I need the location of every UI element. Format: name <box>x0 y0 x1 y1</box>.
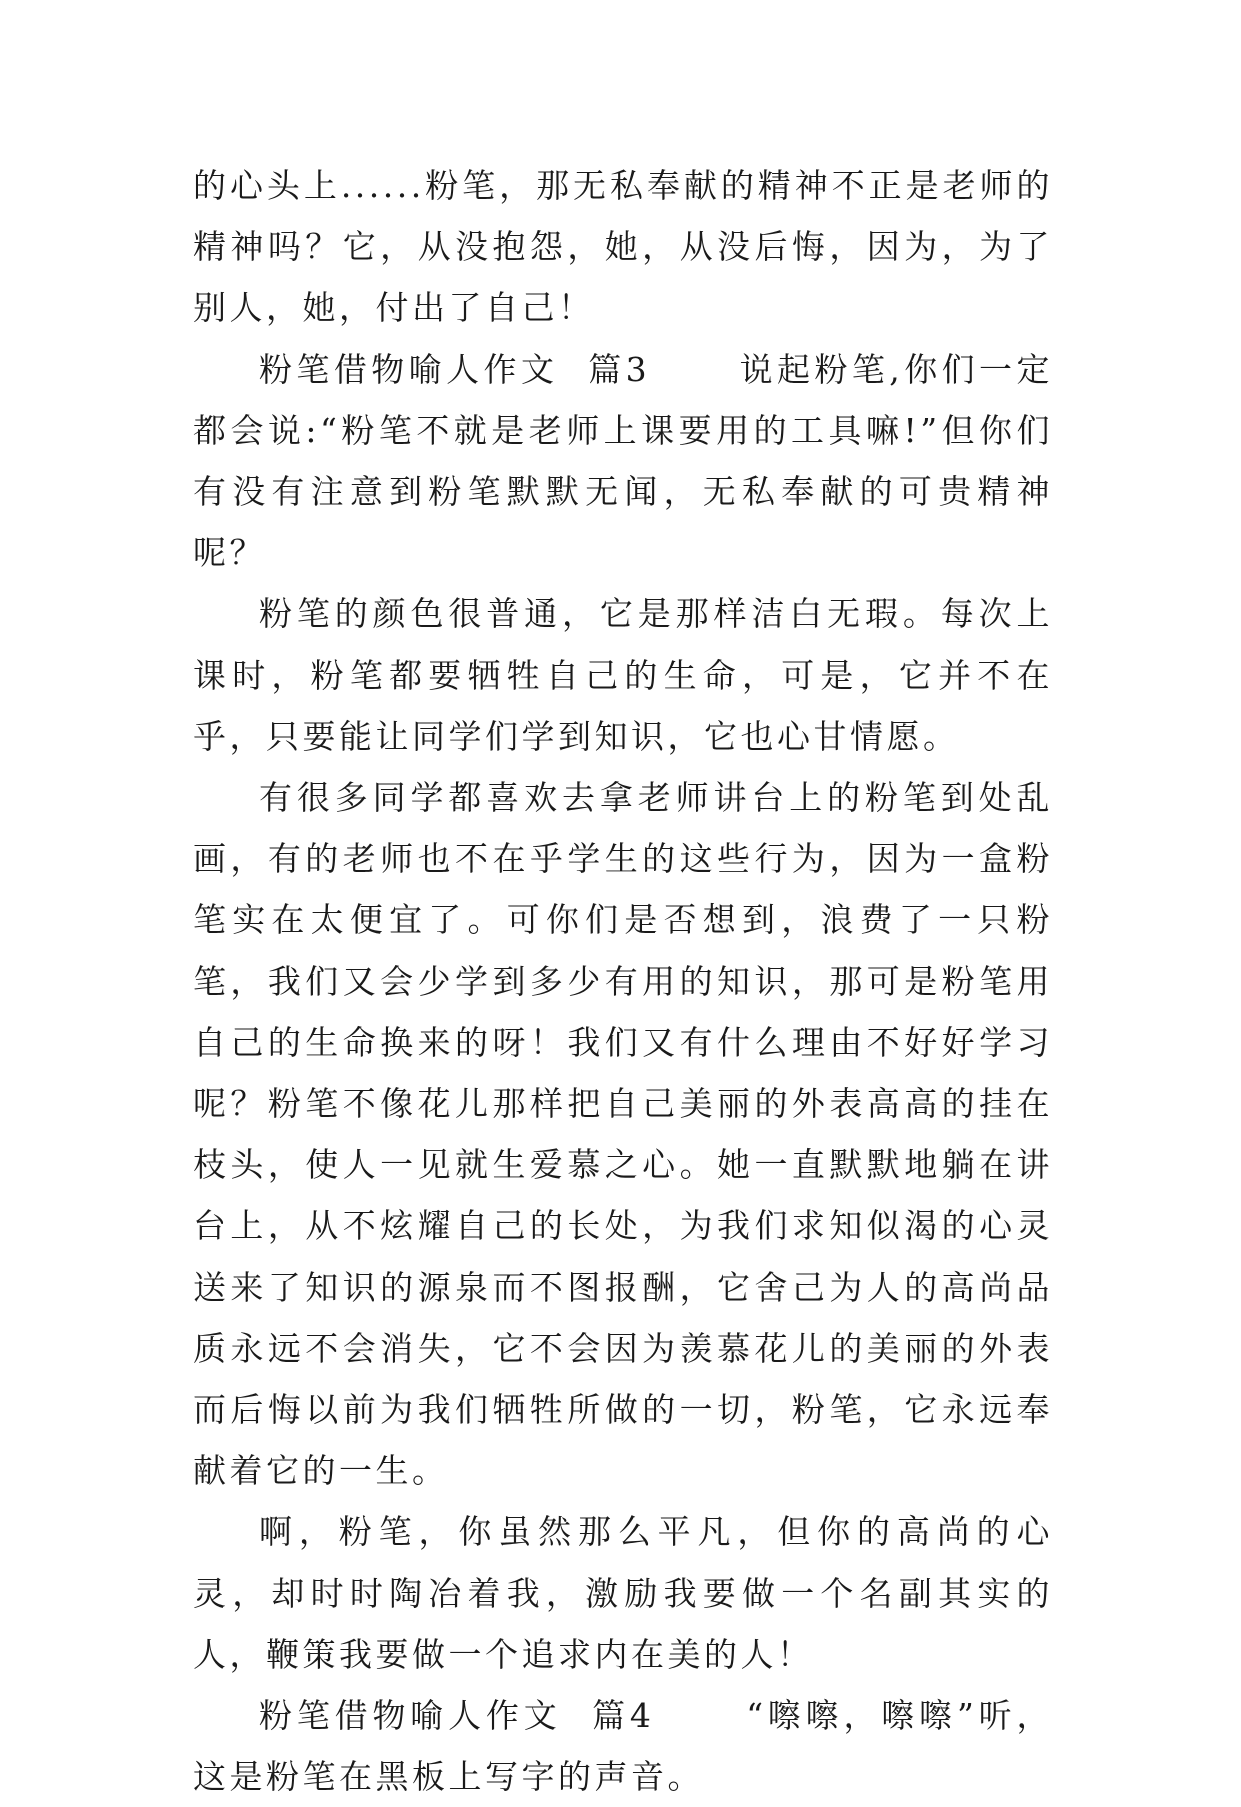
paragraph-text: 啊，粉笔，你虽然那么平凡，但你的高尚的心灵，却时时陶冶着我，激励我要做一个名副其实的人，鞭策我要做一个追求内在美的人！ <box>193 1512 1053 1674</box>
essay-heading-3: 粉笔借物喻人作文 篇3 <box>259 349 651 389</box>
paragraph-2 <box>193 339 1053 584</box>
paragraph-text: 说起粉笔,你们一定都会说:“粉笔不就是老师上课要用的工具嘛!”但你们有没有注意到粉笔默默无闻，无私奉献的可贵精神呢？ <box>193 349 1053 573</box>
paragraph-5 <box>193 1501 1053 1685</box>
paragraph-4 <box>193 767 1053 1501</box>
essay-heading-4: 粉笔借物喻人作文 篇4 <box>259 1696 655 1736</box>
paragraph-1 <box>193 155 1053 339</box>
paragraph-6 <box>193 1685 1053 1807</box>
paragraph-3 <box>193 583 1053 767</box>
paragraph-text: 的心头上......粉笔，那无私奉献的精神不正是老师的精神吗？它，从没抱怨，她，从没后悔，因为，为了别人，她，付出了自己！ <box>193 166 1053 328</box>
paragraph-text: “嚓嚓，嚓嚓”听，这是粉笔在黑板上写字的声音。 <box>193 1696 1053 1797</box>
paragraph-text: 粉笔的颜色很普通，它是那样洁白无瑕。每次上课时，粉笔都要牺牲自己的生命，可是，它并不在乎，只要能让同学们学到知识，它也心甘情愿。 <box>193 594 1053 756</box>
paragraph-text: 有很多同学都喜欢去拿老师讲台上的粉笔到处乱画，有的老师也不在乎学生的这些行为，因为一盒粉笔实在太便宜了。可你们是否想到，浪费了一只粉笔，我们又会少学到多少有用的知识，那可是粉笔用自己的生命换来的呀！我们又有什么理由不好好学习呢？粉笔不像花儿那样把自己美丽的外表高高的挂在枝头，使人一见就生爱慕之心。她一直默默地躺在讲台上，从不炫耀自己的长处，为我们求知似渴的心灵送来了知识的源泉而不图报酬，它舍己为人的高尚品质永远不会消失，它不会因为羡慕花儿的美丽的外表而后悔以前为我们牺牲所做的一切，粉笔，它永远奉献着它的一生。 <box>193 778 1053 1491</box>
essay-body <box>193 155 1053 1807</box>
